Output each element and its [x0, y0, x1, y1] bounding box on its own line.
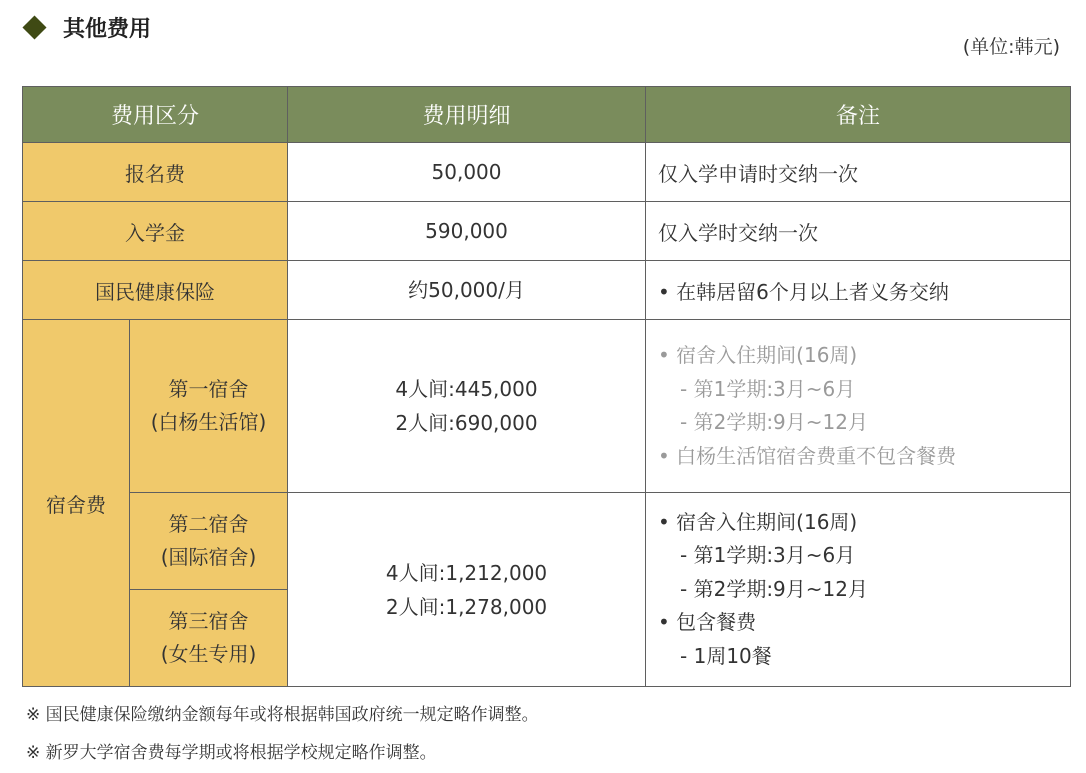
dorm3-subname: (女生专用) — [160, 642, 257, 666]
category-cell: 国民健康保险 — [23, 261, 288, 320]
dorm3-name: 第三宿舍 — [168, 608, 249, 633]
table-row-insurance — [23, 261, 1071, 320]
dorm2-name: 第二宿舍 — [168, 511, 249, 536]
unit-label: (单位:韩元) — [962, 36, 1060, 58]
footnote: ※ 国民健康保险缴纳金额每年或将根据韩国政府统一规定略作调整。 — [26, 705, 539, 725]
detail-cell: 50,000 — [288, 143, 646, 202]
table-header-row — [23, 87, 1071, 143]
dorm2-subname: (国际宿舍) — [160, 545, 257, 569]
footnote: ※ 新罗大学宿舍费每学期或将根据学校规定略作调整。 — [26, 743, 437, 763]
section-header — [22, 10, 151, 44]
column-header-detail: 费用明细 — [288, 87, 646, 143]
dorm23-detail-line: 2人间:1,278,000 — [385, 594, 548, 619]
table-row-dorm2 — [23, 493, 1071, 590]
note-line: • 宿舍入住期间(16周) — [658, 509, 858, 534]
note-line: - 1周10餐 — [680, 643, 772, 668]
table-row-admission — [23, 202, 1071, 261]
column-header-category: 费用区分 — [23, 87, 288, 143]
section-title: 其他费用 — [63, 16, 152, 42]
category-cell: 入学金 — [23, 202, 288, 261]
category-cell: 报名费 — [23, 143, 288, 202]
dorm23-detail-cell — [288, 493, 646, 687]
note-cell: • 在韩居留6个月以上者义务交纳 — [646, 261, 1071, 320]
diamond-bullet-icon — [22, 15, 46, 39]
note-line: • 宿舍入住期间(16周) — [658, 343, 858, 367]
table-row-registration — [23, 143, 1071, 202]
note-line: - 第1学期:3月~6月 — [680, 376, 856, 401]
note-line: • 白杨生活馆宿舍费重不包含餐费 — [658, 443, 957, 468]
dorm1-name-cell — [130, 320, 288, 493]
dorm1-note-cell — [646, 320, 1071, 493]
dorm-category-cell: 宿舍费 — [23, 320, 130, 687]
fee-table — [22, 86, 1071, 687]
note-cell: 仅入学申请时交纳一次 — [646, 143, 1071, 202]
note-cell: 仅入学时交纳一次 — [646, 202, 1071, 261]
dorm1-detail-line: 2人间:690,000 — [395, 411, 538, 435]
dorm23-detail-line: 4人间:1,212,000 — [385, 560, 548, 585]
note-line: - 第2学期:9月~12月 — [680, 410, 868, 434]
detail-cell: 590,000 — [288, 202, 646, 261]
dorm3-name-cell — [130, 590, 288, 687]
note-line: - 第1学期:3月~6月 — [680, 543, 856, 568]
dorm1-detail-cell — [288, 320, 646, 493]
note-line: • 包含餐费 — [658, 610, 757, 635]
dorm1-detail-line: 4人间:445,000 — [395, 377, 538, 401]
table-row-dorm1 — [23, 320, 1071, 493]
dorm1-subname: (白杨生活馆) — [150, 410, 267, 434]
column-header-note: 备注 — [646, 87, 1071, 143]
dorm23-note-cell — [646, 493, 1071, 687]
dorm2-name-cell — [130, 493, 288, 590]
detail-cell: 约50,000/月 — [288, 261, 646, 320]
dorm1-name: 第一宿舍 — [168, 376, 249, 401]
note-line: - 第2学期:9月~12月 — [680, 576, 868, 601]
